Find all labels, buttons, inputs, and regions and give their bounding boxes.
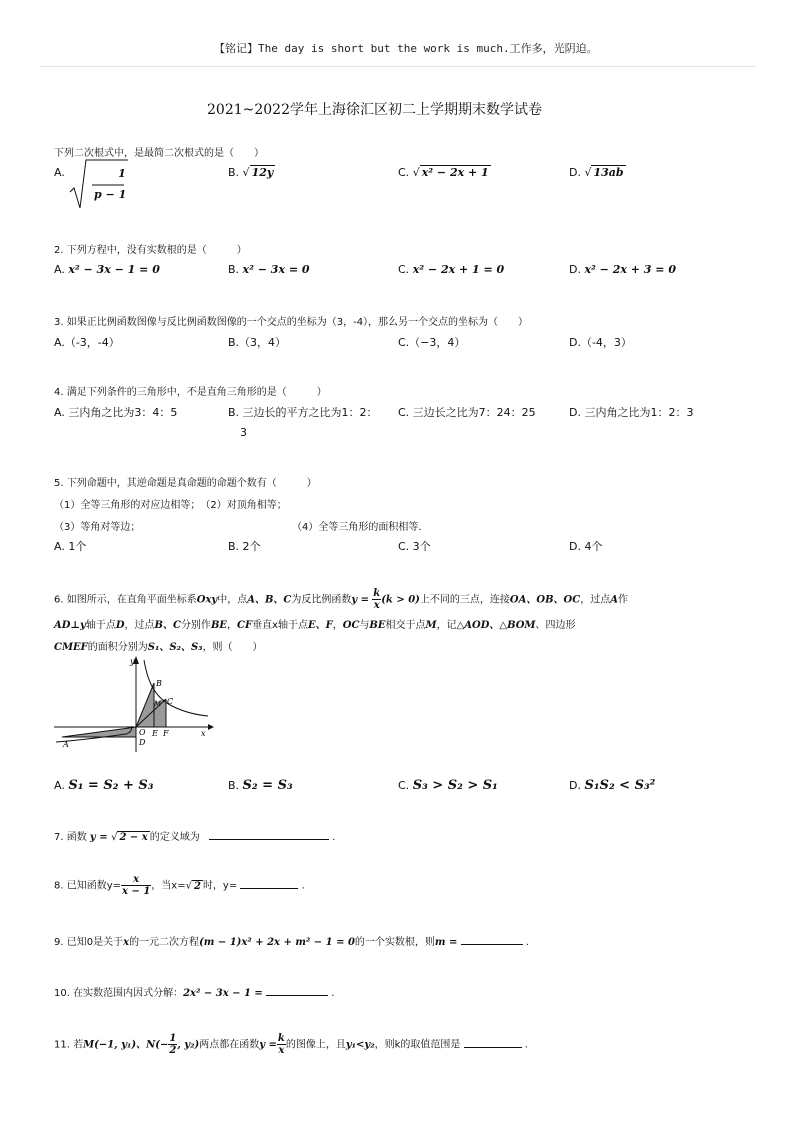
q2-stem: 2. 下列方程中，没有实数根的是（ ） <box>54 245 247 256</box>
q1-a-denominator: p − 1 <box>94 188 127 201</box>
q1-stem: 下列二次根式中，是最简二次根式的是（ ） <box>54 148 264 159</box>
q6-math: (k > 0) <box>381 594 420 606</box>
q2-option-d <box>569 263 676 276</box>
q11-frac-den: x <box>278 1045 285 1056</box>
q9-text: 9. 已知0是关于 <box>54 937 124 948</box>
q7-text: 7. 函数 <box>54 832 87 843</box>
q11-text: 11. 若 <box>54 1039 84 1051</box>
q8-frac-den: x − 1 <box>122 886 151 897</box>
q6-option-d <box>569 778 655 793</box>
q8-text: ，当x= <box>151 880 186 892</box>
q6-option-a <box>54 778 153 793</box>
q6-math: B、C <box>154 620 181 631</box>
header-divider <box>40 66 756 67</box>
q6-text: 、四边形 <box>535 620 576 631</box>
q9 <box>54 933 529 948</box>
q6-text: 轴于点 <box>85 620 116 631</box>
q6-text: ，记 <box>436 620 457 631</box>
q5-stem: 5. 下列命题中，其逆命题是真命题的命题个数有（ ） <box>54 478 317 489</box>
q1-option-b-math: √ 12y <box>242 166 274 179</box>
q6-frac-den: x <box>373 600 380 611</box>
q8-frac-num: x <box>121 874 151 886</box>
q4-option-b: B. 三边长的平方之比为1：2： <box>228 406 378 419</box>
q6-option-b-math: S₂ = S₃ <box>242 778 293 793</box>
q6-text: 作 <box>617 594 628 606</box>
q6-math: CMEF <box>54 642 88 653</box>
q6-text: ， <box>227 620 238 631</box>
q9-text: 的一元二次方程 <box>129 937 200 948</box>
q1-option-c-label: C. <box>398 166 410 179</box>
q6-figure <box>52 654 214 754</box>
q5-option-d: D. 4个 <box>569 540 603 553</box>
q11-fraction-half <box>168 1033 177 1056</box>
q1-a-numerator: 1 <box>118 167 126 180</box>
q6-math: D <box>115 620 125 631</box>
fig-label-x: x <box>201 729 206 738</box>
q10-period: . <box>331 988 335 999</box>
q1-c-radicand: x² − 2x + 1 <box>421 166 489 179</box>
q8-answer-blank[interactable] <box>240 879 298 889</box>
q6-option-c-math: S₃ > S₂ > S₁ <box>412 778 498 793</box>
fig-label-m: M <box>154 700 162 708</box>
q6-line-2 <box>54 616 576 631</box>
q6-math: △AOD、△BOM <box>456 620 536 631</box>
page-title: 2021~2022学年上海徐汇区初二上学期期末数学试卷 <box>207 102 542 118</box>
q6-option-b-label: B. <box>228 779 240 792</box>
q3-stem: 3. 如果正比例函数图像与反比例函数图像的一个交点的坐标为（3，-4），那么另一个交点的坐标为（ ） <box>54 317 529 328</box>
q7-sqrt: √ 2 − x <box>111 832 148 843</box>
q4-option-c: C. 三边长之比为7：24：25 <box>398 406 536 419</box>
q6-math: M <box>425 620 437 631</box>
header-motto: 【铭记】The day is short but the work is much.工作多，光阴迫。 <box>214 42 598 55</box>
q6-option-a-math: S₁ = S₂ + S₃ <box>68 778 154 793</box>
q1-option-c <box>398 166 491 179</box>
q9-period: . <box>525 937 529 948</box>
q5-option-c: C. 3个 <box>398 540 431 553</box>
q9-math: m = <box>434 937 458 948</box>
q6-math: CF <box>237 620 253 631</box>
q5-line-2: （3）等角对等边； <box>54 522 141 533</box>
q9-math: x <box>123 937 130 948</box>
q1-b-radicand: 12y <box>251 166 274 179</box>
q8-sqrt: √ 2 <box>185 880 201 892</box>
q11-fraction-kx <box>277 1033 286 1056</box>
q5-line-3: （4）全等三角形的面积相等． <box>292 522 429 533</box>
q6-text: ，则（ ） <box>202 642 263 653</box>
q11-text: 两点都在函数 <box>199 1039 260 1051</box>
fig-label-b: B <box>156 679 162 688</box>
q10 <box>54 984 334 999</box>
q6-option-c-label: C. <box>398 779 410 792</box>
q11-period: . <box>524 1039 528 1051</box>
q6-math: S₁、S₂、S₃ <box>147 642 203 653</box>
q7-period: . <box>332 832 336 843</box>
q8-text: 时，y= <box>202 880 238 892</box>
q6-math: OA、OB、OC <box>509 594 581 606</box>
q5-line-1: （1）全等三角形的对应边相等； （2）对顶角相等； <box>54 500 287 511</box>
q6-option-d-label: D. <box>569 779 581 792</box>
q2-option-d-label: D. <box>569 263 581 276</box>
q6-math: A、B、C <box>247 594 292 606</box>
q6-math: A <box>610 594 618 606</box>
q11 <box>54 1033 528 1056</box>
q4-option-d: D. 三内角之比为1：2：3 <box>569 406 694 419</box>
q7-math: y = <box>89 832 112 843</box>
q11-frac-den: 2 <box>169 1045 177 1056</box>
q10-answer-blank[interactable] <box>266 986 328 996</box>
fig-label-c: C <box>167 697 174 706</box>
q6-option-b <box>228 778 293 793</box>
q6-text: 与 <box>359 620 370 631</box>
q8-fraction <box>121 874 151 897</box>
q1-option-c-math: √ x² − 2x + 1 <box>412 166 489 179</box>
q2-option-c-label: C. <box>398 263 410 276</box>
q6-text: 的面积分别为 <box>87 642 148 653</box>
q6-option-a-label: A. <box>54 779 65 792</box>
q9-math: (m − 1)x² + 2x + m² − 1 = 0 <box>199 937 355 948</box>
q10-text: 10. 在实数范围内因式分解： <box>54 988 184 999</box>
q5-option-a: A. 1个 <box>54 540 87 553</box>
q11-math: y = <box>259 1039 277 1051</box>
q4-option-a: A. 三内角之比为3：4：5 <box>54 406 178 419</box>
q3-option-b: B.（3，4） <box>228 336 287 349</box>
q6-line-3 <box>54 638 263 653</box>
q6-option-c <box>398 778 498 793</box>
q6-math: BE <box>369 620 386 631</box>
q11-math: , y₂) <box>177 1039 200 1051</box>
q11-text: 的图像上，且 <box>285 1039 346 1051</box>
q3-option-a: A.（-3，-4） <box>54 336 120 349</box>
q11-frac-num: 1 <box>169 1033 177 1044</box>
q9-answer-blank[interactable] <box>461 935 523 945</box>
fig-label-f: F <box>163 729 169 738</box>
q2-option-c <box>398 263 504 276</box>
q8-radicand: 2 <box>193 880 201 892</box>
q6-math: AD⊥y <box>54 620 86 631</box>
q7 <box>54 828 335 843</box>
q11-text: ，则k的取值范围是 <box>374 1039 461 1051</box>
q6-text: 分别作 <box>180 620 211 631</box>
fig-label-o: O <box>139 728 146 737</box>
q1-option-b <box>228 166 275 179</box>
q2-option-c-math: x² − 2x + 1 = 0 <box>412 263 505 276</box>
q2-option-b-label: B. <box>228 263 240 276</box>
q11-frac-num: k <box>277 1033 285 1044</box>
q1-d-radicand: 13ab <box>593 166 624 179</box>
q2-option-a-math: x² − 3x − 1 = 0 <box>68 263 160 276</box>
q6-text: 垂直x轴于点 <box>252 620 308 631</box>
q6-math: Oxy <box>196 594 218 606</box>
q2-option-a <box>54 263 160 276</box>
q11-math: y₁<y₂ <box>345 1039 375 1051</box>
q4-option-b-cont: 3 <box>240 426 247 439</box>
q1-option-d-label: D. <box>569 166 581 179</box>
q6-math: y = <box>351 594 370 606</box>
fig-label-d: D <box>139 738 146 747</box>
q1-option-a-label: A. <box>54 166 65 179</box>
q6-line-1 <box>54 588 628 611</box>
q1-option-b-label: B. <box>228 166 240 179</box>
q7-radicand: 2 − x <box>119 832 148 843</box>
q6-text: 中，点 <box>217 594 248 606</box>
q2-option-b <box>228 263 310 276</box>
q6-text: ，过点 <box>580 594 611 606</box>
q1-option-a-radical <box>68 158 130 210</box>
x-axis-arrow <box>208 724 214 730</box>
q5-option-b: B. 2个 <box>228 540 261 553</box>
q2-option-b-math: x² − 3x = 0 <box>242 263 310 276</box>
q6-text: 为反比例函数 <box>291 594 352 606</box>
q8 <box>54 874 305 897</box>
q8-period: . <box>301 880 305 892</box>
q1-option-d <box>569 166 626 179</box>
q9-text: 的一个实数根，则 <box>354 937 435 948</box>
fig-label-a: A <box>63 740 69 749</box>
q3-option-d: D.（-4，3） <box>569 336 632 349</box>
q6-option-d-math: S₁S₂ < S₃² <box>584 778 656 793</box>
q6-frac-num: k <box>373 588 381 599</box>
q6-math: BE <box>210 620 228 631</box>
q8-text: 8. 已知函数y= <box>54 880 122 892</box>
q2-option-a-label: A. <box>54 263 65 276</box>
q6-text: ，过点 <box>124 620 155 631</box>
q7-text: 的定义域为 <box>149 832 200 843</box>
q2-option-d-math: x² − 2x + 3 = 0 <box>584 263 676 276</box>
q3-option-c: C.（−3，4） <box>398 336 466 349</box>
q7-answer-blank[interactable] <box>209 830 329 840</box>
q6-text: 6. 如图所示，在直角平面坐标系 <box>54 594 197 606</box>
q6-fraction <box>372 588 381 611</box>
q6-text: ， <box>332 620 343 631</box>
fig-label-e: E <box>152 729 158 738</box>
q11-math: M(−1, y₁)、N(− <box>83 1039 169 1051</box>
q6-text: 相交于点 <box>385 620 426 631</box>
fig-label-y: y <box>130 657 135 666</box>
q11-answer-blank[interactable] <box>464 1038 522 1048</box>
q1-option-d-math: √ 13ab <box>584 166 624 179</box>
q6-math: E、F <box>308 620 333 631</box>
q10-math: 2x² − 3x − 1 = <box>183 988 263 999</box>
q6-math: OC <box>342 620 360 631</box>
q4-stem: 4. 满足下列条件的三角形中，不是直角三角形的是（ ） <box>54 387 327 398</box>
q6-text: 上不同的三点，连接 <box>419 594 510 606</box>
